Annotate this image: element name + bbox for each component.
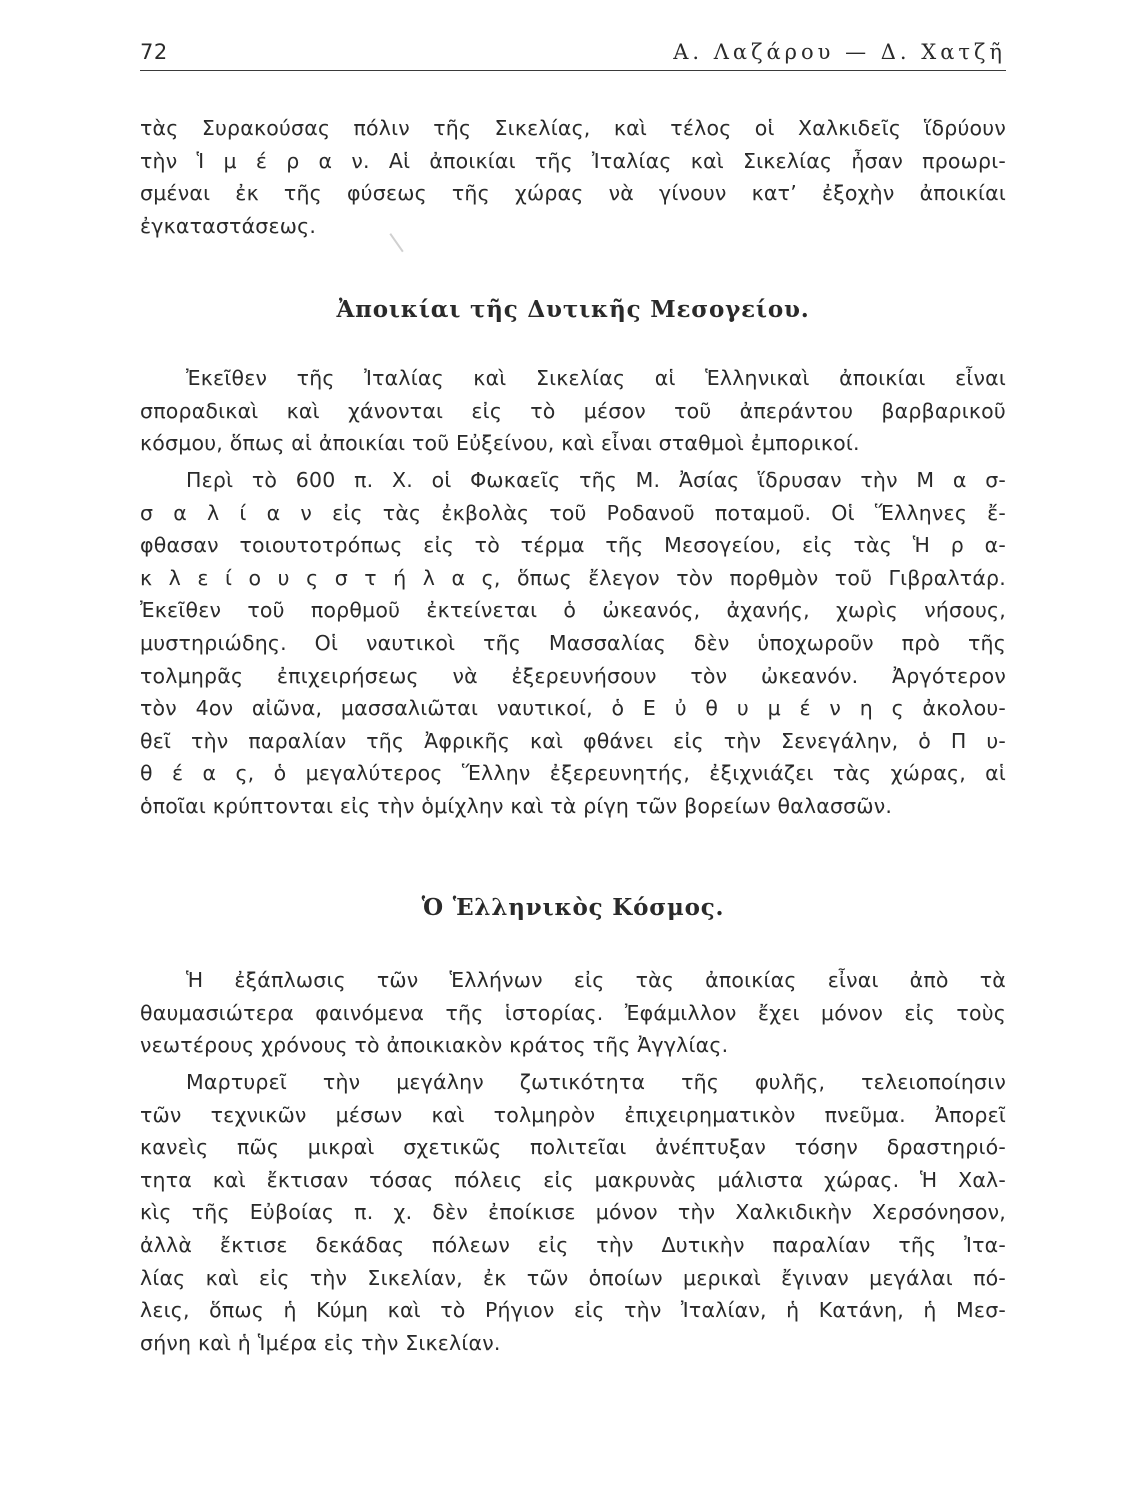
text-line: λεις, ὅπως ἡ Κύμη καὶ τὸ Ρήγιον εἰς τὴν Ἰταλίαν, ἡ Κατάνη, ἡ Μεσ- xyxy=(140,1298,1006,1323)
page-number: 72 xyxy=(140,40,168,64)
paragraph-4 xyxy=(140,964,1006,1062)
text-line: τῶν τεχνικῶν μέσων καὶ τολμηρὸν ἐπιχειρηματικὸν πνεῦμα. Ἀπορεῖ xyxy=(140,1102,1006,1127)
text-line: λίας καὶ εἰς τὴν Σικελίαν, ἐκ τῶν ὁποίων μερικαὶ ἔγιναν μεγάλαι πό- xyxy=(140,1265,1006,1290)
text-line: ὁποῖαι κρύπτονται εἰς τὴν ὁμίχλην καὶ τὰ ρίγη τῶν βορείων θαλασσῶν. xyxy=(140,793,893,818)
text-line: κ λ ε ί ο υ ς σ τ ή λ α ς, ὅπως ἔλεγον τὸν πορθμὸν τοῦ Γιβραλτάρ. xyxy=(140,565,1006,590)
section-heading-western-mediterranean: Ἀποικίαι τῆς Δυτικῆς Μεσογείου. xyxy=(336,296,810,323)
text-line: ἐγκαταστάσεως. xyxy=(140,213,317,238)
text-line: σ α λ ί α ν εἰς τὰς ἐκβολὰς τοῦ Ροδανοῦ ποταμοῦ. Οἱ Ἕλληνες ἔ- xyxy=(140,500,1006,525)
text-line: κόσμου, ὅπως αἱ ἀποικίαι τοῦ Εὐξείνου, καὶ εἶναι σταθμοὶ ἐμπορικοί. xyxy=(140,431,860,456)
text-line: κανεὶς πῶς μικραὶ σχετικῶς πολιτεῖαι ἀνέπτυξαν τόσην δραστηριό- xyxy=(140,1135,1006,1160)
text-line: Ἡ ἐξάπλωσις τῶν Ἑλλήνων εἰς τὰς ἀποικίας εἶναι ἀπὸ τὰ xyxy=(186,968,1006,992)
section-heading-greek-world: Ὁ Ἑλληνικὸς Κόσμος. xyxy=(421,894,725,921)
text-line: σποραδικαὶ καὶ χάνονται εἰς τὸ μέσον τοῦ ἀπεράντου βαρβαρικοῦ xyxy=(140,398,1006,423)
text-line: ἀλλὰ ἔκτισε δεκάδας πόλεων εἰς τὴν Δυτικὴν παραλίαν τῆς Ἰτα- xyxy=(140,1232,1006,1257)
paragraph-1 xyxy=(140,112,1006,242)
text-line: σήνη καὶ ἡ Ἱμέρα εἰς τὴν Σικελίαν. xyxy=(140,1330,501,1355)
text-line: τὴν Ἱ μ έ ρ α ν. Αἱ ἀποικίαι τῆς Ἰταλίας καὶ Σικελίας ἦσαν προωρι- xyxy=(140,148,1006,173)
text-line: Περὶ τὸ 600 π. Χ. οἱ Φωκαεῖς τῆς Μ. Ἀσίας ἵδρυσαν τὴν Μ α σ- xyxy=(186,468,1006,492)
paragraph-5 xyxy=(140,1066,1006,1359)
text-line: Μαρτυρεῖ τὴν μεγάλην ζωτικότητα τῆς φυλῆς, τελειοποίησιν xyxy=(186,1070,1006,1094)
page-header xyxy=(140,38,1006,71)
text-line: τολμηρᾶς ἐπιχειρήσεως νὰ ἐξερευνήσουν τὸν ὠκεανόν. Ἀργότερον xyxy=(140,663,1006,688)
text-line: σμέναι ἐκ τῆς φύσεως τῆς χώρας νὰ γίνουν κατ’ ἐξοχὴν ἀποικίαι xyxy=(140,181,1006,206)
text-line: θαυμασιώτερα φαινόμενα τῆς ἱστορίας. Ἐφάμιλλον ἔχει μόνον εἰς τοὺς xyxy=(140,1000,1006,1025)
text-line: τὰς Συρακούσας πόλιν τῆς Σικελίας, καὶ τέλος οἱ Χαλκιδεῖς ἵδρύουν xyxy=(140,116,1006,140)
text-line: θ έ α ς, ὁ μεγαλύτερος Ἕλλην ἐξερευνητής, ἐξιχνιάζει τὰς χώρας, αἱ xyxy=(140,761,1006,786)
text-line: φθασαν τοιουτοτρόπως εἰς τὸ τέρμα τῆς Μεσογείου, εἰς τὰς Ἡ ρ α- xyxy=(140,533,1006,558)
text-line: νεωτέρους χρόνους τὸ ἀποικιακὸν κράτος τῆς Ἀγγλίας. xyxy=(140,1033,729,1058)
text-line: θεῖ τὴν παραλίαν τῆς Ἀφρικῆς καὶ φθάνει εἰς τὴν Σενεγάλην, ὁ Π υ- xyxy=(140,728,1006,753)
text-line: τὸν 4ον αἰῶνα, μασσαλιῶται ναυτικοί, ὁ Ε ὐ θ υ μ έ ν η ς ἀκολου- xyxy=(140,696,1006,721)
text-line: Ἐκεῖθεν τοῦ πορθμοῦ ἐκτείνεται ὁ ὠκεανός, ἀχανής, χωρὶς νήσους, xyxy=(140,598,1006,623)
text-line: κὶς τῆς Εὐβοίας π. χ. δὲν ἐποίκισε μόνον τὴν Χαλκιδικὴν Χερσόνησον, xyxy=(140,1200,1006,1225)
text-line: μυστηριώδης. Οἱ ναυτικοὶ τῆς Μασσαλίας δὲν ὑποχωροῦν πρὸ τῆς xyxy=(140,630,1006,655)
paragraph-2 xyxy=(140,362,1006,460)
paragraph-3 xyxy=(140,464,1006,823)
text-line: Ἐκεῖθεν τῆς Ἰταλίας καὶ Σικελίας αἱ Ἑλληνικαὶ ἀποικίαι εἶναι xyxy=(186,366,1006,390)
text-line: τητα καὶ ἔκτισαν τόσας πόλεις εἰς μακρυνὰς μάλιστα χώρας. Ἡ Χαλ- xyxy=(140,1167,1006,1192)
running-head-authors: Α. Λαζάρου — Δ. Χατζῆ xyxy=(673,40,1006,64)
